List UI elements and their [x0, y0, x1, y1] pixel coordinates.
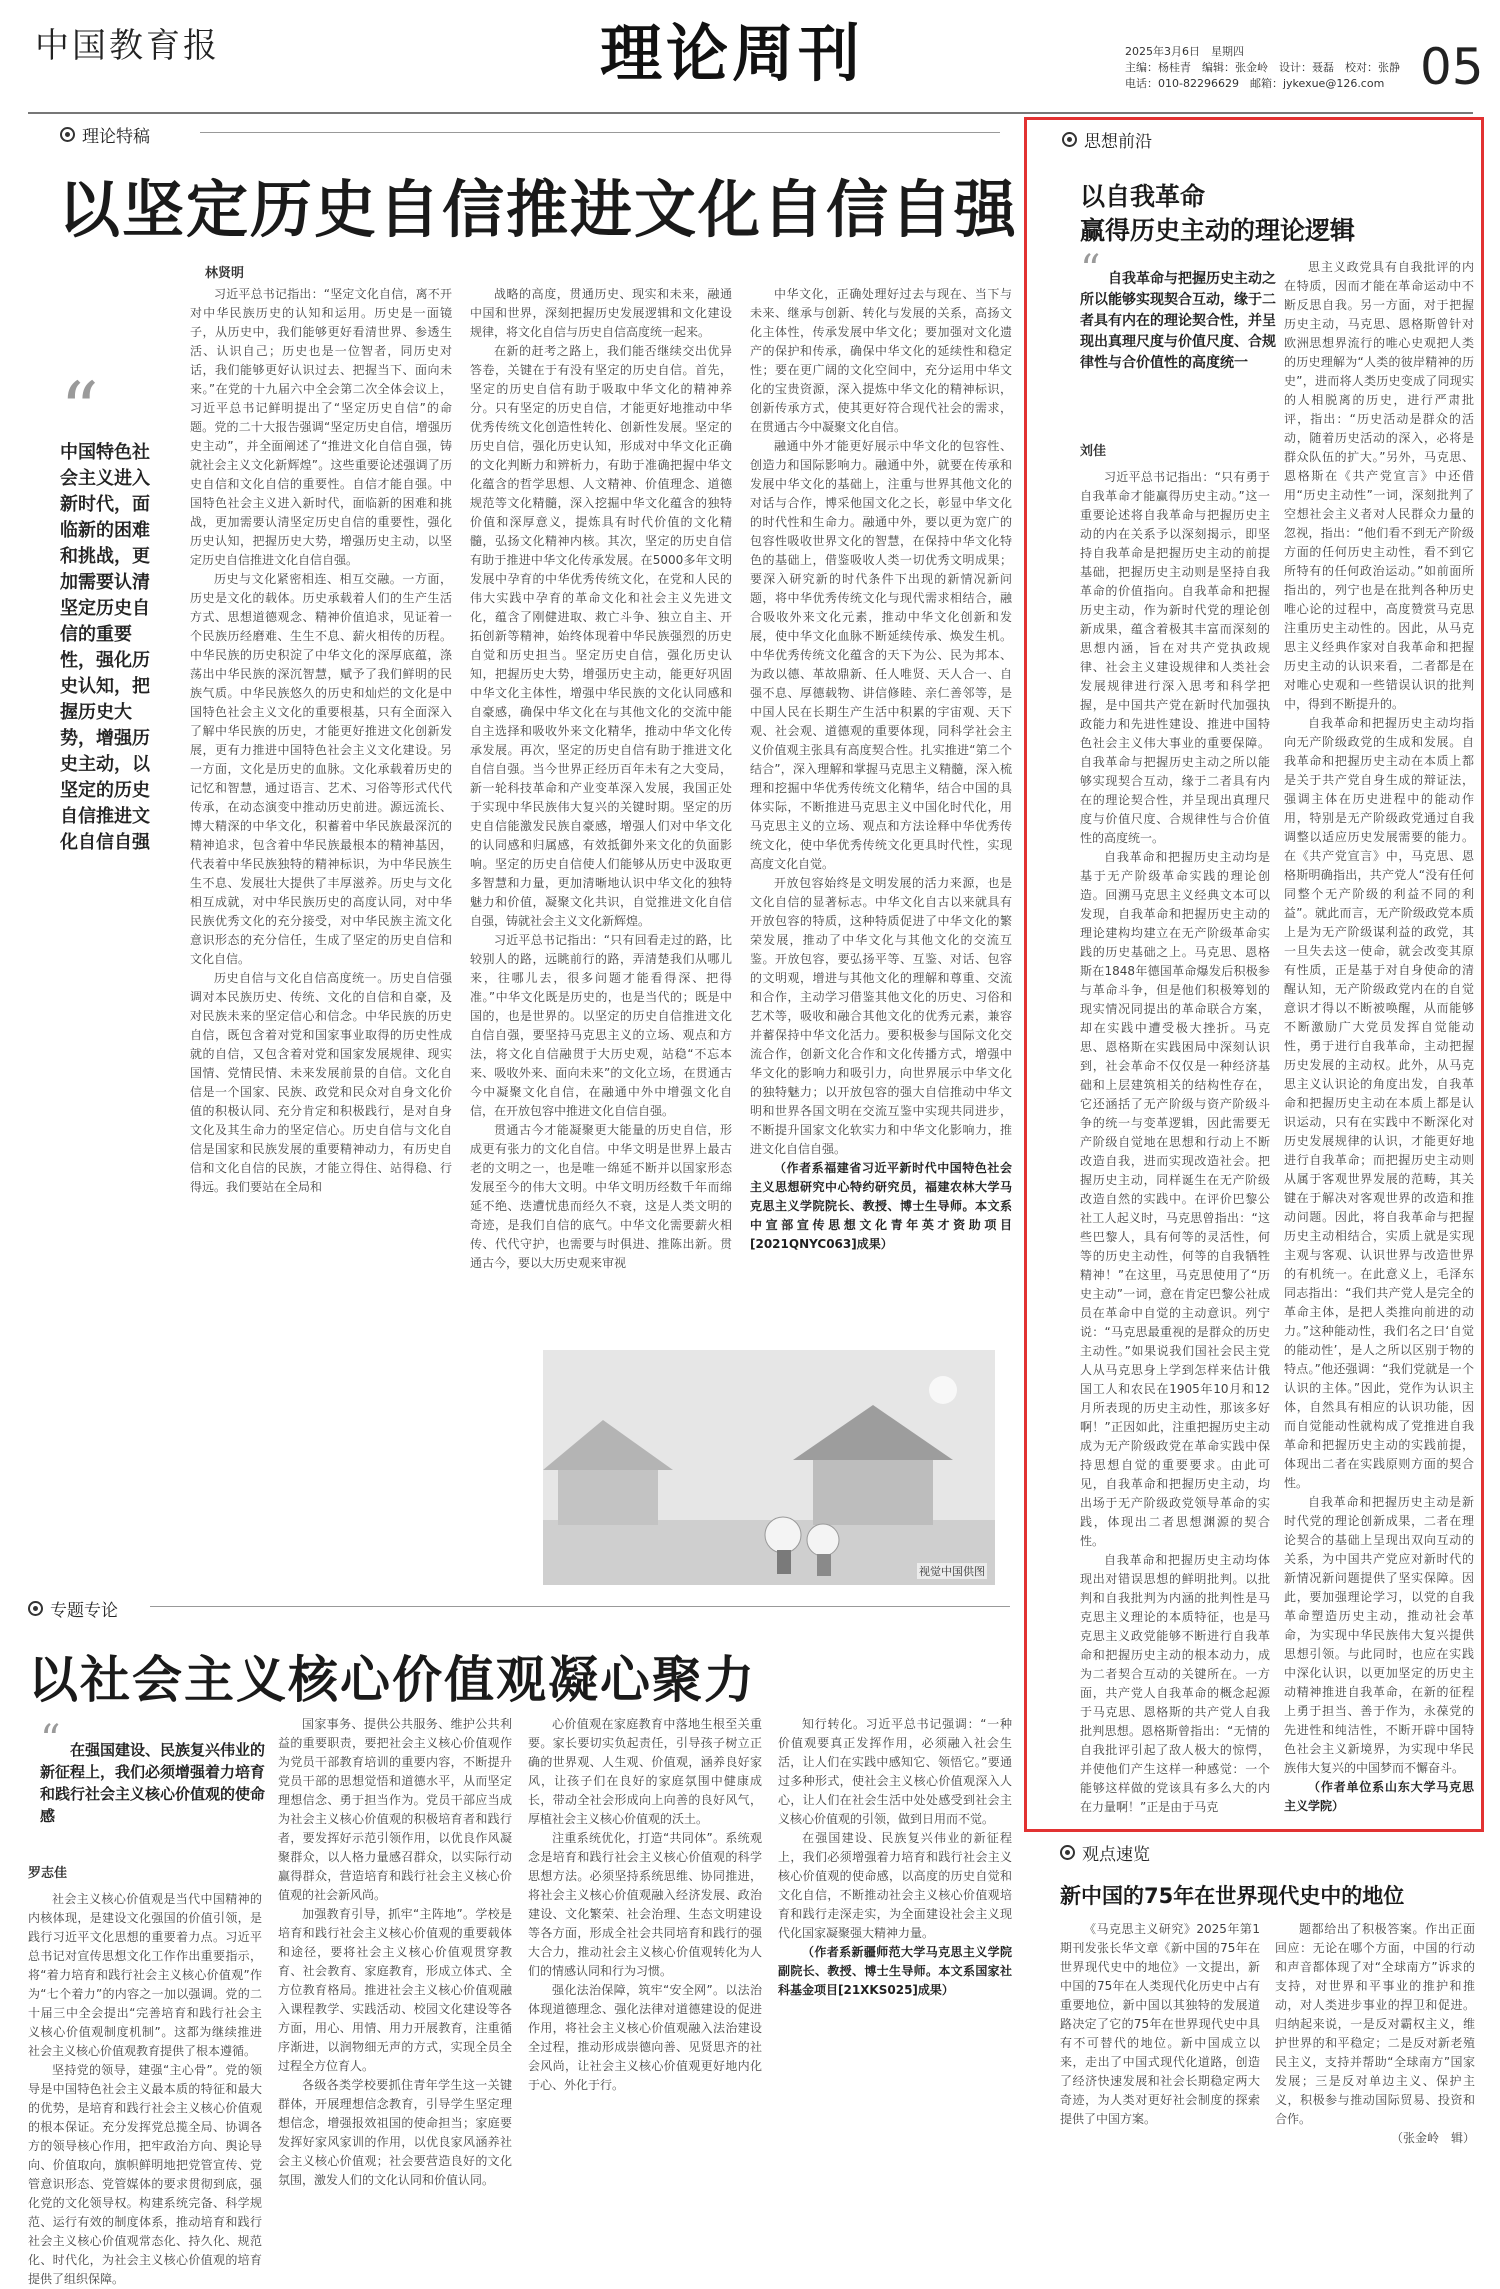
paragraph: 习近平总书记指出：“只有回看走过的路，比较别人的路，远眺前行的路，弄清楚我们从哪儿来，往哪儿去，很多问题才能看得深、把得准。”中华文化既是历史的，也是当代的；既是中国的，也是世界的。以坚定的历史自信推进文化自信自强，要坚持马克思主义的立场、观点和方法，将文化自信融贯于大历史观，站稳“不忘本来、吸收外来、面向未来”的文化立场，在贯通古今中凝聚文化自信，在融通中外中增强文化自信，在开放包容中推进文化自信自强。	[470, 933, 732, 1118]
lead-column-2	[470, 285, 732, 1345]
paragraph: 心价值观在家庭教育中落地生根至关重要。家长要切实负起责任，引导孩子树立正确的世界观、人生观、价值观，涵养良好家风，让孩子们在良好的家庭氛围中健康成长，带动全社会形成向上向善的良好风气，厚植社会主义核心价值观的沃土。	[528, 1717, 762, 1826]
page-number: 05	[1420, 38, 1484, 96]
lead-section-tag	[60, 122, 150, 147]
paragraph: 国家事务、提供公共服务、维护公共利益的重要职责，要把社会主义核心价值观作为党员干部教育培训的重要内容，不断提升党员干部的思想觉悟和道德水平，从而坚定理想信念、勇于担当作为。党员干部应当成为社会主义核心价值观的积极培育者和践行者，要发挥好示范引领作用，以优良作风凝聚群众，以人格力量感召群众，以实际行动赢得群众，营造培育和践行社会主义核心价值观的社会新风尚。	[278, 1717, 512, 1902]
image-credit: 视觉中国供图	[919, 1565, 985, 1578]
bottom-tag-label: 专题专论	[50, 1601, 118, 1621]
brief-section-tag	[1060, 1840, 1150, 1865]
contact-info: 电话：010-82296629 邮箱：jykexue@126.com	[1125, 77, 1385, 90]
paragraph: 注重系统优化，打造“共同体”。系统观念是培育和践行社会主义核心价值观的科学思想方法。必须坚持系统思维、协同推进，将社会主义核心价值观融入经济发展、政治建设、文化繁荣、社会治理、生态文明建设等各方面，形成全社会共同培育和践行的强大合力，推动社会主义核心价值观转化为人们的情感认同和行为习惯。	[528, 1831, 762, 1978]
bottom-endnote: （作者系新疆师范大学马克思主义学院副院长、教授、博士生导师。本文系国家社科基金项目[21XKS025]成果）	[778, 1945, 1012, 1997]
issue-date: 2025年3月6日	[1125, 45, 1200, 58]
bullet-icon	[1062, 132, 1077, 147]
paragraph: 题都给出了积极答案。作出正面回应：无论在哪个方面，中国的行动和声音都体现了对“全球南方”诉求的支持，对世界和平事业的推护和推动，对人类进步事业的捍卫和促进。归纳起来说，一是反对霸权主义，维护世界的和平稳定；二是反对新老殖民主义，支持并帮助“全球南方”国家发展；三是反对单边主义、保护主义，积极参与推动国际贸易、投资和合作。	[1275, 1922, 1475, 2126]
right-tag-label: 思想前沿	[1084, 132, 1152, 152]
paragraph: 加强教育引导，抓牢“主阵地”。学校是培育和践行社会主义核心价值观的重要载体和途径，要将社会主义核心价值观贯穿教育、社会教育、家庭教育，形成立体式、全方位教育格局。推进社会主义核心价值观融入课程教学、实践活动、校园文化建设等各方面，用心、用情、用力开展教育，注重循序渐进，以润物细无声的方式，实现全员全过程全方位育人。	[278, 1907, 512, 2073]
bottom-column-4	[778, 1715, 1012, 2160]
paragraph: 历史与文化紧密相连、相互交融。一方面，历史是文化的载体。历史承载着人们的生产生活方式、思想道德观念、精神价值追求，见证着一个民族历经磨难、生生不息、薪火相传的历程。中华民族的历史积淀了中华文化的深厚底蕴，涤荡出中华民族的深沉智慧，赋予了我们鲜明的民族气质。中华民族悠久的历史和灿烂的文化是中国特色社会主义文化的重要根基，只有全面深入了解中华民族的历史，才能更好推进文化创新发展，更有力推进中国特色社会主义文化建设。另一方面，文化是历史的血脉。文化承载着历史的记忆和智慧，通过语言、艺术、习俗等形式代代传承，在动态演变中推动历史前进。源远流长、博大精深的中华文化，积蓄着中华民族最深沉的精神追求，包含着中华民族最根本的精神基因，代表着中华民族独特的精神标识，为中华民族生生不息、发展壮大提供了丰厚滋养。历史与文化相互成就，对中华民族历史的高度认同，对中华民族优秀文化的充分接受，对中华民族主流文化意识形态的充分信任，生成了坚定的历史自信和文化自信。	[190, 572, 452, 966]
paragraph: 历史自信与文化自信高度统一。历史自信强调对本民族历史、传统、文化的自信和自豪，及对民族未来的坚定信心和信念。中华民族的历史自信，既包含着对党和国家事业取得的历史性成就的自信，又包含着对党和国家发展规律、现实国情、党情民情、未来发展前景的自信。文化自信是一个国家、民族、政党和民众对自身文化价值的积极认同、充分肯定和积极践行，是对自身文化及其生命力的坚定信心。历史自信与文化自信是国家和民族发展的重要精神动力，有历史自信和文化自信的民族，才能立得住、站得稳、行得远。我们要站在全局和	[190, 971, 452, 1194]
paragraph: 在强国建设、民族复兴伟业的新征程上，我们必须增强着力培育和践行社会主义核心价值观的使命感，以高度的历史自觉和文化自信，不断推动社会主义核心价值观培育和践行走深走实，为全面建设社会主义现代化国家凝聚强大精神力量。	[778, 1831, 1012, 1940]
lead-pullquote-box	[60, 365, 160, 856]
illustration-image	[543, 1350, 995, 1585]
paragraph: 社会主义核心价值观是当代中国精神的内核体现，是建设文化强国的价值引领，是践行习近平文化思想的重要着力点。习近平总书记对宣传思想文化工作作出重要指示，将“着力培育和践行社会主义核心价值观”作为“七个着力”的内容之一加以强调。党的二十届三中全会提出“完善培育和践行社会主义核心价值观制度机制”。这都为继续推进社会主义核心价值观教育提供了根本遵循。	[28, 1892, 262, 2058]
lead-endnote: （作者系福建省习近平新时代中国特色社会主义思想研究中心特约研究员，福建农林大学马克思主义学院院长、教授、博士生导师。本文系中宣部宣传思想文化青年英才资助项目[2021QNYC063]成果）	[750, 1161, 1012, 1251]
right-headline-line2: 赢得历史主动的理论逻辑	[1080, 216, 1356, 245]
right-section-tag	[1062, 127, 1152, 152]
bottom-pullquote-box	[40, 1717, 275, 1827]
issue-weekday: 星期四	[1211, 45, 1244, 58]
brief-headline: 新中国的75年在世界现代史中的地位	[1060, 1884, 1405, 1908]
header-rule	[28, 112, 1473, 114]
paragraph: 知行转化。习近平总书记强调：“一种价值观要真正发挥作用，必须融入社会生活，让人们在实践中感知它、领悟它。”要通过多种形式，使社会主义核心价值观深入人心，让人们在社会生活中处处感受到社会主义核心价值观的引领，做到日用而不觉。	[778, 1717, 1012, 1826]
paragraph: 坚持党的领导，建强“主心骨”。党的领导是中国特色社会主义最本质的特征和最大的优势，是培育和践行社会主义核心价值观的根本保证。充分发挥党总揽全局、协调各方的领导核心作用，把牢政治方向、舆论导向、价值取向，旗帜鲜明地把党管宣传、党管意识形态、党管媒体的要求贯彻到底，强化党的文化领导权。构建系统完备、科学规范、运行有效的制度体系，推动培育和践行社会主义核心价值观常态化、持久化、规范化、时代化，为社会主义核心价值观的培育提供了组织保障。	[28, 2063, 262, 2286]
paragraph: 在新的赶考之路上，我们能否继续交出优异答卷，关键在于有没有坚定的历史自信。首先，坚定的历史自信有助于吸取中华文化的精神养分。只有坚定的历史自信，才能更好地推动中华优秀传统文化创造性转化、创新性发展。坚定的历史自信，强化历史认知，形成对中华文化正确的文化判断力和辨析力，有助于准确把握中华文化蕴含的哲学思想、人文精神、价值理念、道德规范等文化精髓，深入挖掘中华文化蕴含的独特价值和深厚意义，提炼具有时代价值的文化精髓，弘扬文化精神内核。其次，坚定的历史自信有助于推进中华文化传承发展。在5000多年文明发展中孕育的中华优秀传统文化，在党和人民的伟大实践中孕育的革命文化和社会主义先进文化，蕴含了刚健进取、救亡斗争、独立自主、开拓创新等精神，始终体现着中华民族强烈的历史自觉和历史担当。坚定历史自信，强化历史认知，把握历史大势，增强历史主动，能更好巩固中华文化主体性，增强中华民族的文化认同感和自豪感，确保中华文化在与其他文化的交流中能自主选择和吸收外来文化精华，推动中华文化传承发展。再次，坚定的历史自信有助于推进文化自信自强。当今世界正经历百年未有之大变局，新一轮科技革命和产业变革深入发展，我国正处于实现中华民族伟大复兴的关键时期。坚定的历史自信能激发民族自豪感，增强人们对中华文化的认同感和归属感，有效抵御外来文化的负面影响。坚定的历史自信使人们能够从历史中汲取更多智慧和力量，更加清晰地认识中华文化的独特魅力和价值，凝聚文化共识，自觉推进文化自信自强，铸就社会主义文化新辉煌。	[470, 344, 732, 928]
bottom-column-2	[278, 1715, 512, 2187]
paragraph: 《马克思主义研究》2025年第1期刊发张长华文章《新中国的75年在世界现代史中的地位》一文提出，新中国的75年在人类现代化历史中占有重要地位，新中国以其独特的发展道路决定了它的75年在世界现代史中具有不可替代的地位。新中国成立以来，走出了中国式现代化道路，创造了经济快速发展和社会长期稳定两大奇迹，为人类对更好社会制度的探索提供了中国方案。	[1060, 1922, 1260, 2126]
bullet-icon	[60, 127, 75, 142]
bottom-section-tag	[28, 1596, 118, 1621]
paragraph: 自我革命和把握历史主动均指向无产阶级政党的生成和发展。自我革命和把握历史主动在本质上都是关于共产党自身生成的辩证法，强调主体在历史进程中的能动作用，特别是无产阶级政党通过自我调整以适应历史发展需要的能力。在《共产党宣言》中，马克思、恩格斯明确指出，共产党人“没有任何同整个无产阶级的利益不同的利益”。就此而言，无产阶级政党本质上是为无产阶级谋利益的政党，其一旦失去这一使命，就会改变其原有性质，正是基于对自身使命的清醒认知，无产阶级政党内在的自觉意识才得以不断被唤醒，从而能够不断激励广大党员发挥自觉能动性，勇于进行自我革命，主动把握历史发展的主动权。此外，从马克思主义认识论的角度出发，自我革命和把握历史主动在本质上都是认识运动，只有在实践中不断深化对历史发展规律的认识，才能更好地进行自我革命；而把握历史主动则从属于客观世界发展的范畴，其关键在于解决对客观世界的改造和推动问题。因此，将自我革命与把握历史主动相结合，实质上就是实现主观与客观、认识世界与改造世界的有机统一。在此意义上，毛泽东同志指出：“我们共产党人是完全的革命主体，是把人类推向前进的动力。”这种能动性，我们名之曰‘自觉的能动性’，是人之所以区别于物的特点。”他还强调：“我们党就是一个认识的主体。”因此，党作为认识主体，自然具有相应的认识功能，因而自觉能动性就构成了党推进自我革命和把握历史主动的实践前提，体现出二者在实践原则方面的契合性。	[1284, 716, 1474, 1490]
right-pullquote: 自我革命与把握历史主动之所以能够实现契合互动，缘于二者具有内在的理论契合性，并呈现出真理尺度与价值尺度、合规律性与合价值性的高度统一	[1080, 271, 1276, 371]
paragraph: 思主义政党具有自我批评的内在特质，因而才能在革命运动中不断反思自我。另一方面，对于把握历史主动，马克思、恩格斯曾针对欧洲思想界流行的唯心史观把人类的历史理解为“人类的彼岸精神的历史”，进而将人类历史变成了同现实的人相脱离的历史，进行严肃批评，指出：“历史活动是群众的活动，随着历史活动的深入，必将是群众队伍的扩大。”另外，马克思、恩格斯在《共产党宣言》中还借用“历史主动性”一词，深刻批判了空想社会主义者对人民群众力量的忽视，指出：“他们看不到无产阶级方面的任何历史主动性，看不到它所特有的任何政治运动。”如前面所指出的，列宁也是在批判各种历史唯心论的过程中，高度赞赏马克思注重历史主动性的。因此，从马克思主义经典作家对自我革命和把握历史主动的认识来看，二者都是在对唯心史观和一些错误认识的批判中，得到不断提升的。	[1284, 260, 1474, 711]
lead-author: 林贤明	[205, 266, 245, 281]
lead-headline: 以坚定历史自信推进文化自信自强	[58, 173, 1019, 246]
section-title: 理论周刊	[600, 17, 865, 90]
right-column-2	[1284, 258, 1474, 1813]
bottom-pullquote: 在强国建设、民族复兴伟业的新征程上，我们必须增强着力培育和践行社会主义核心价值观的使命感	[40, 1741, 266, 1825]
brief-editor: （张金岭 辑）	[1390, 2131, 1475, 2145]
brief-body	[1060, 1920, 1475, 2160]
bullet-icon	[28, 1601, 43, 1616]
paragraph: 自我革命和把握历史主动均体现出对错误思想的鲜明批判。以批判和自我批判为内涵的批判性是马克思主义理论的本质特征，也是马克思主义政党能够不断进行自我革命和把握历史主动的根本动力，成为二者契合互动的关键所在。一方面，共产党人自我革命的概念起源于马克思、恩格斯的共产党人自我批判思想。恩格斯曾指出：“无情的自我批评引起了敌人极大的惊愕，并使他们产生这样一种感觉：一个能够这样做的党该具有多么大的内在力量啊！”正是由于马克	[1080, 1553, 1270, 1814]
lead-tag-label: 理论特稿	[82, 127, 150, 147]
winter-scene-illustration	[543, 1350, 995, 1585]
paragraph: 自我革命和把握历史主动均是基于无产阶级革命实践的理论创造。回溯马克思主义经典文本可以发现，自我革命和把握历史主动的理论建构均建立在无产阶级革命实践的历史基础之上。马克思、恩格斯在1848年德国革命爆发后积极参与革命斗争，但是他们积极筹划的现实情况同提出的革命联合方案，却在实践中遭受极大挫折。马克思、恩格斯在实践困局中深刻认识到，社会革命不仅仅是一种经济基础和上层建筑相关的结构性存在，它还涵括了无产阶级与资产阶级斗争的统一与变革逻辑，因此需要无产阶级自觉地在思想和行动上不断改造自我，进而实现改造社会。把握历史主动，同样诞生在无产阶级改造自然的实践中。在评价巴黎公社工人起义时，马克思曾指出：“这些巴黎人，具有何等的灵活性，何等的历史主动性，何等的自我牺牲精神！”在这里，马克思使用了“历史主动”一词，意在肯定巴黎公社成员在革命中自觉的主动意识。列宁说：“马克思最重视的是群众的历史主动性。”如果说我们国社会民主党人从马克思身上学到怎样来估计俄国工人和农民在1905年10月和12月所表现的历史主动性，那该多好啊！”正因如此，注重把握历史主动成为无产阶级政党在革命实践中保持思想自觉的重要要求。由此可见，自我革命和把握历史主动，均出场于无产阶级政党领导革命的实践，体现出二者思想渊源的契合性。	[1080, 850, 1270, 1548]
paragraph: 贯通古今才能凝聚更大能量的历史自信，形成更有张力的文化自信。中华文明是世界上最古老的文明之一，也是唯一绵延不断并以国家形态发展至今的伟大文明。中华文明历经数千年而绵延不绝、迭遭忧患而经久不衰，这是人类文明的奇迹，是我们自信的底气。中华文化需要薪火相传、代代守护，也需要与时俱进、推陈出新。贯通古今，要以大历史观来审视	[470, 1123, 732, 1270]
bottom-author: 罗志佳	[28, 1866, 68, 1881]
brief-column-1	[1060, 1920, 1260, 2160]
brief-tag-label: 观点速览	[1082, 1845, 1150, 1865]
paragraph: 开放包容始终是文明发展的活力来源，也是文化自信的显著标志。中华文化自古以来就具有开放包容的特质，这种特质促进了中华文化的繁荣发展，推动了中华文化与其他文化的交流互鉴。开放包容，要弘扬平等、互鉴、对话、包容的文明观，增进与其他文化的理解和尊重、交流和合作，主动学习借鉴其他文化的历史、习俗和艺术等，吸收和融合其他文化的优秀元素，兼容并蓄保持中华文化活力。要积极参与国际文化交流合作，创新文化合作和文化传播方式，增强中华文化的影响力和吸引力，向世界展示中华文化的独特魅力；以开放包容的强大自信推动中华文明和世界各国文明在交流互鉴中实现共同进步，不断提升国家文化软实力和中华文化影响力，推进文化自信自强。	[750, 876, 1012, 1156]
paragraph: 各级各类学校要抓住青年学生这一关键群体，开展理想信念教育，引导学生坚定理想信念，增强报效祖国的使命担当；家庭要发挥好家风家训的作用，以优良家风涵养社会主义核心价值观；社会要营造良好的文化氛围，激发人们的文化认同和价值认同。	[278, 2078, 512, 2187]
bottom-headline: 以社会主义核心价值观凝心聚力	[28, 1651, 756, 1709]
masthead-logo: 中国教育报	[35, 26, 220, 66]
header-meta	[1125, 44, 1400, 92]
divider	[200, 132, 1000, 133]
bullet-icon	[1060, 1845, 1075, 1860]
right-pullquote-box	[1080, 247, 1280, 374]
right-author: 刘佳	[1080, 444, 1107, 459]
bottom-column-3	[528, 1715, 762, 2160]
paragraph: 强化法治保障，筑牢“安全网”。以法治体现道德理念、强化法律对道德建设的促进作用，将社会主义核心价值观融入法治建设全过程，推动形成崇德向善、见贤思齐的社会风尚，让社会主义核心价值观更好地内化于心、外化于行。	[528, 1983, 762, 2092]
paragraph: 习近平总书记指出：“只有勇于自我革命才能赢得历史主动。”这一重要论述将自我革命与把握历史主动的内在关系予以深刻揭示，即坚持自我革命是把握历史主动的前提基础，把握历史主动则是坚持自我革命的价值指向。自我革命和把握历史主动，作为新时代党的理论创新成果，蕴含着极其丰富而深刻的思想内涵，旨在对共产党执政规律、社会主义建设规律和人类社会发展规律进行深入思考和科学把握，是中国共产党在新时代加强执政能力和先进性建设、推进中国特色社会主义伟大事业的重要保障。自我革命与把握历史主动之所以能够实现契合互动，缘于二者具有内在的理论契合性，并呈现出真理尺度与价值尺度、合规律性与合价值性的高度统一。	[1080, 470, 1270, 845]
paragraph: 战略的高度，贯通历史、现实和未来，融通中国和世界，深刻把握历史发展逻辑和文化建设规律，将文化自信与历史自信高度统一起来。	[470, 287, 732, 339]
lead-column-1	[190, 285, 452, 1585]
lead-column-3	[750, 285, 1012, 1345]
right-headline-line1: 以自我革命	[1080, 182, 1206, 211]
bottom-column-1	[28, 1890, 262, 2286]
paragraph: 自我革命和把握历史主动是新时代党的理论创新成果，二者在理论契合的基础上呈现出双向互动的关系，为中国共产党应对新时代的新情况新问题提供了坚实保障。因此，要加强理论学习，以党的自我革命塑造历史主动，推动社会革命，为实现中华民族伟大复兴提供思想引领。与此同时，也应在实践中深化认识，以更加坚定的历史主动精神推进自我革命，在新的征程上勇于担当、善于作为，永葆党的先进性和纯洁性，不断开辟中国特色社会主义新境界，为实现中华民族伟大复兴的中国梦而不懈奋斗。	[1284, 1495, 1474, 1775]
quote-mark-icon: “	[40, 1717, 61, 1763]
quote-mark-icon: “	[60, 365, 99, 454]
staff-credits: 主编：杨桂青 编辑：张金岭 设计：聂磊 校对：张静	[1125, 61, 1400, 74]
quote-mark-icon: “	[1080, 247, 1101, 293]
right-column-1	[1080, 468, 1270, 1813]
divider	[150, 1606, 1010, 1607]
paragraph: 融通中外才能更好展示中华文化的包容性、创造力和国际影响力。融通中外，就要在传承和发展中华文化的基础上，注重与世界其他文化的对话与合作，博采他国文化之长，彰显中华文化的时代性和生命力。融通中外，要以更为宽广的包容性吸收世界文化的智慧，在保持中华文化特色的基础上，借鉴吸收人类一切优秀文明成果；要深入研究新的时代条件下出现的新情况新问题，将中华优秀传统文化与现代需求相结合，融合吸收外来文化元素，推动中华文化创新和发展，使中华文化血脉不断延续传承、焕发生机。中华优秀传统文化蕴含的天下为公、民为邦本、为政以德、革故鼎新、任人唯贤、天人合一、自强不息、厚德载物、讲信修睦、亲仁善邻等，是中国人民在长期生产生活中积累的宇宙观、天下观、社会观、道德观的重要体现，同科学社会主义价值观主张具有高度契合性。扎实推进“第二个结合”，深入理解和掌握马克思主义精髓，深入梳理和挖掘中华优秀传统文化精华，结合中国的具体实际，不断推进马克思主义中国化时代化，用马克思主义的立场、观点和方法诠释中华优秀传统文化，使中华优秀传统文化更具时代性，实现高度文化自觉。	[750, 439, 1012, 871]
paragraph: 习近平总书记指出：“坚定文化自信，离不开对中华民族历史的认知和运用。历史是一面镜子，从历史中，我们能够更好看清世界、参透生活、认识自己；历史也是一位智者，同历史对话，我们能够更好认识过去、把握当下、面向未来。”在党的十九届六中全会第二次全体会议上，习近平总书记鲜明提出了“坚定历史自信”的命题。党的二十大报告强调“坚定历史自信，增强历史主动”，并全面阐述了“推进文化自信自强，铸就社会主义文化新辉煌”。这些重要论述强调了历史自信和文化自信的重要性。自信才能自强。中国特色社会主义进入新时代，面临新的困难和挑战，更加需要认清坚定历史自信的重要性，强化历史认知，把握历史大势，增强历史主动，以坚定历史自信推进文化自信自强。	[190, 287, 452, 567]
right-endnote: （作者单位系山东大学马克思主义学院）	[1284, 1780, 1474, 1813]
right-headline	[1080, 180, 1355, 248]
brief-column-2	[1275, 1920, 1475, 2160]
lead-pullquote: 中国特色社会主义进入新时代，面临新的困难和挑战，更加需要认清坚定历史自信的重要性，强化历史认知，把握历史大势，增强历史主动，以坚定的历史自信推进文化自信自强	[60, 442, 150, 853]
paragraph: 中华文化，正确处理好过去与现在、当下与未来、继承与创新、转化与发展的关系，高扬文化主体性，传承发展中华文化；要加强对文化遗产的保护和传承，确保中华文化的延续性和稳定性；要在更广阔的文化空间中，充分运用中华文化的宝贵资源，深入提炼中华文化的精神标识，创新传承方式，使其更好符合现代社会的需求，在贯通古今中凝聚文化自信。	[750, 287, 1012, 434]
